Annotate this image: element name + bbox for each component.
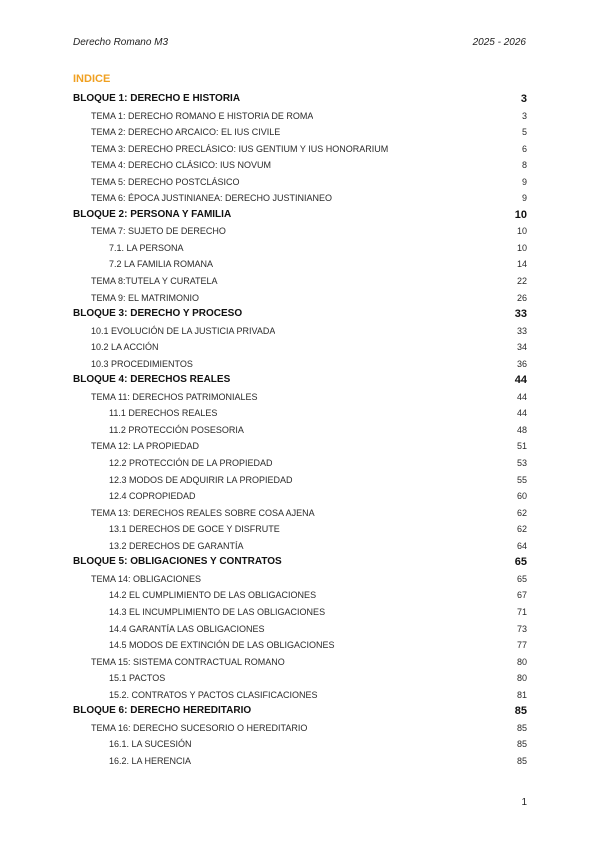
- toc-entry-page: 8: [521, 160, 527, 171]
- toc-entry-page: 81: [516, 689, 527, 700]
- toc-entry-page: 6: [521, 143, 527, 154]
- toc-entry-page: 85: [514, 705, 527, 718]
- toc-block-entry[interactable]: [73, 703, 527, 720]
- toc-subtopic-entry[interactable]: [73, 753, 527, 770]
- toc-entry-page: 3: [520, 93, 527, 105]
- toc-entry-page: 65: [516, 573, 527, 584]
- toc-subtopic-entry[interactable]: [73, 521, 527, 538]
- toc-entry-page: 64: [516, 540, 527, 551]
- toc-subtopic-entry[interactable]: [73, 538, 527, 555]
- toc-entry-page: 10: [514, 208, 527, 221]
- toc-entry-title: TEMA 16: DERECHO SUCESORIO O HEREDITARIO: [91, 722, 308, 733]
- toc-entry-title: 15.2. CONTRATOS Y PACTOS CLASIFICACIONES: [109, 689, 318, 700]
- toc-topic-entry[interactable]: [73, 339, 527, 356]
- toc-entry-title: 13.2 DERECHOS DE GARANTÍA: [109, 540, 244, 551]
- toc-entry-title: 12.4 COPROPIEDAD: [109, 491, 196, 502]
- toc-entry-page: 85: [516, 739, 527, 750]
- toc-entry-title: 7.1. LA PERSONA: [109, 242, 184, 253]
- toc-title: INDICE: [73, 73, 111, 85]
- toc-block-entry[interactable]: [73, 306, 527, 323]
- toc-entry-page: 62: [516, 524, 527, 535]
- toc-entry-title: 16.1. LA SUCESIÓN: [109, 739, 192, 750]
- toc-entry-title: TEMA 7: SUJETO DE DERECHO: [91, 226, 226, 237]
- toc-topic-entry[interactable]: [73, 108, 527, 125]
- toc-entry-title: BLOQUE 5: OBLIGACIONES Y CONTRATOS: [73, 556, 282, 568]
- toc-entry-title: 10.2 LA ACCIÓN: [91, 342, 159, 353]
- toc-entry-title: BLOQUE 2: PERSONA Y FAMILIA: [73, 208, 232, 220]
- toc-entry-page: 3: [521, 110, 527, 121]
- toc-subtopic-entry[interactable]: [73, 687, 527, 704]
- toc-entry-page: 85: [516, 755, 527, 766]
- toc-topic-entry[interactable]: [73, 273, 527, 290]
- page-header: [73, 37, 526, 48]
- toc-entry-title: TEMA 6: ÉPOCA JUSTINIANEA: DERECHO JUSTINIANEO: [91, 193, 333, 204]
- toc-entry-title: BLOQUE 4: DERECHOS REALES: [73, 374, 231, 386]
- toc-entry-page: 9: [521, 193, 527, 204]
- toc-entry-page: 73: [516, 623, 527, 634]
- toc-block-entry[interactable]: [73, 372, 527, 389]
- toc-entry-title: TEMA 15: SISTEMA CONTRACTUAL ROMANO: [91, 656, 285, 667]
- toc-entry-title: TEMA 5: DERECHO POSTCLÁSICO: [91, 176, 240, 187]
- toc-block-entry[interactable]: [73, 207, 527, 224]
- toc-topic-entry[interactable]: [73, 720, 527, 737]
- toc-entry-page: 36: [516, 358, 527, 369]
- toc-entry-title: 14.4 GARANTÍA LAS OBLIGACIONES: [109, 623, 265, 634]
- toc-block-entry[interactable]: [73, 91, 527, 108]
- toc-entry-page: 80: [516, 673, 527, 684]
- toc-entry-page: 80: [516, 656, 527, 667]
- toc-topic-entry[interactable]: [73, 571, 527, 588]
- toc-subtopic-entry[interactable]: [73, 587, 527, 604]
- toc-topic-entry[interactable]: [73, 438, 527, 455]
- toc-subtopic-entry[interactable]: [73, 637, 527, 654]
- toc-entry-title: BLOQUE 3: DERECHO Y PROCESO: [73, 308, 243, 320]
- toc-entry-page: 67: [516, 590, 527, 601]
- toc-subtopic-entry[interactable]: [73, 405, 527, 422]
- toc-subtopic-entry[interactable]: [73, 240, 527, 257]
- toc-entry-page: 9: [521, 176, 527, 187]
- toc-entry-title: BLOQUE 6: DERECHO HEREDITARIO: [73, 705, 252, 717]
- toc-entry-page: 60: [516, 491, 527, 502]
- toc-subtopic-entry[interactable]: [73, 422, 527, 439]
- toc-entry-title: 10.3 PROCEDIMIENTOS: [91, 358, 193, 369]
- toc-entry-title: TEMA 9: EL MATRIMONIO: [91, 292, 200, 303]
- toc-topic-entry[interactable]: [73, 174, 527, 191]
- toc-entry-title: 11.2 PROTECCIÓN POSESORIA: [109, 424, 244, 435]
- toc-entry-page: 44: [516, 408, 527, 419]
- toc-entry-page: 34: [516, 342, 527, 353]
- page-number: 1: [521, 797, 527, 808]
- table-of-contents: [73, 91, 527, 769]
- toc-entry-page: 71: [516, 606, 527, 617]
- toc-entry-page: 26: [516, 292, 527, 303]
- toc-topic-entry[interactable]: [73, 223, 527, 240]
- toc-entry-title: 14.2 EL CUMPLIMIENTO DE LAS OBLIGACIONES: [109, 590, 317, 601]
- toc-entry-page: 55: [516, 474, 527, 485]
- toc-entry-title: TEMA 12: LA PROPIEDAD: [91, 441, 200, 452]
- toc-entry-page: 85: [516, 722, 527, 733]
- toc-subtopic-entry[interactable]: [73, 455, 527, 472]
- toc-entry-title: 13.1 DERECHOS DE GOCE Y DISFRUTE: [109, 524, 280, 535]
- toc-entry-title: 15.1 PACTOS: [109, 673, 166, 684]
- toc-entry-title: BLOQUE 1: DERECHO E HISTORIA: [73, 93, 241, 104]
- toc-entry-title: 14.3 EL INCUMPLIMIENTO DE LAS OBLIGACIONES: [109, 606, 326, 617]
- toc-subtopic-entry[interactable]: [73, 736, 527, 753]
- toc-entry-title: 16.2. LA HERENCIA: [109, 755, 192, 766]
- toc-block-entry[interactable]: [73, 554, 527, 571]
- toc-topic-entry[interactable]: [73, 124, 527, 141]
- toc-entry-page: 62: [516, 507, 527, 518]
- toc-subtopic-entry[interactable]: [73, 670, 527, 687]
- toc-entry-title: 12.3 MODOS DE ADQUIRIR LA PROPIEDAD: [109, 474, 293, 485]
- toc-subtopic-entry[interactable]: [73, 488, 527, 505]
- toc-entry-page: 33: [516, 325, 527, 336]
- toc-entry-page: 44: [514, 374, 527, 387]
- toc-entry-page: 22: [516, 276, 527, 287]
- toc-entry-title: TEMA 4: DERECHO CLÁSICO: IUS NOVUM: [91, 160, 272, 171]
- toc-topic-entry[interactable]: [73, 290, 527, 307]
- toc-entry-page: 77: [516, 640, 527, 651]
- toc-entry-page: 10: [516, 226, 527, 237]
- toc-entry-page: 51: [516, 441, 527, 452]
- toc-subtopic-entry[interactable]: [73, 604, 527, 621]
- toc-topic-entry[interactable]: [73, 157, 527, 174]
- header-academic-year: 2025 - 2026: [472, 37, 526, 48]
- toc-topic-entry[interactable]: [73, 356, 527, 373]
- toc-entry-title: TEMA 14: OBLIGACIONES: [91, 573, 202, 584]
- toc-topic-entry[interactable]: [73, 654, 527, 671]
- toc-entry-page: 14: [516, 259, 527, 270]
- toc-subtopic-entry[interactable]: [73, 472, 527, 489]
- toc-entry-title: TEMA 11: DERECHOS PATRIMONIALES: [91, 391, 258, 402]
- toc-entry-title: TEMA 1: DERECHO ROMANO E HISTORIA DE ROMA: [91, 110, 314, 121]
- toc-topic-entry[interactable]: [73, 141, 527, 158]
- toc-entry-page: 10: [516, 242, 527, 253]
- toc-entry-page: 53: [516, 458, 527, 469]
- toc-entry-page: 65: [514, 556, 527, 569]
- toc-entry-title: 11.1 DERECHOS REALES: [109, 408, 218, 419]
- toc-entry-title: 14.5 MODOS DE EXTINCIÓN DE LAS OBLIGACIONES: [109, 640, 335, 651]
- toc-topic-entry[interactable]: [73, 505, 527, 522]
- toc-entry-page: 5: [521, 127, 527, 138]
- toc-entry-title: TEMA 3: DERECHO PRECLÁSICO: IUS GENTIUM Y IUS HONORARIUM: [91, 143, 389, 154]
- toc-entry-title: 10.1 EVOLUCIÓN DE LA JUSTICIA PRIVADA: [91, 325, 276, 336]
- toc-subtopic-entry[interactable]: [73, 621, 527, 638]
- toc-entry-title: TEMA 2: DERECHO ARCAICO: EL IUS CIVILE: [91, 127, 281, 138]
- toc-subtopic-entry[interactable]: [73, 256, 527, 273]
- toc-topic-entry[interactable]: [73, 190, 527, 207]
- toc-entry-title: TEMA 13: DERECHOS REALES SOBRE COSA AJENA: [91, 507, 315, 518]
- toc-entry-title: 12.2 PROTECCIÓN DE LA PROPIEDAD: [109, 458, 273, 469]
- toc-entry-title: TEMA 8:TUTELA Y CURATELA: [91, 276, 218, 287]
- toc-entry-page: 48: [516, 424, 527, 435]
- toc-topic-entry[interactable]: [73, 323, 527, 340]
- toc-entry-page: 44: [516, 391, 527, 402]
- toc-entry-page: 33: [514, 308, 527, 321]
- toc-entry-title: 7.2 LA FAMILIA ROMANA: [109, 259, 214, 270]
- toc-topic-entry[interactable]: [73, 389, 527, 406]
- header-document-title: Derecho Romano M3: [73, 37, 169, 48]
